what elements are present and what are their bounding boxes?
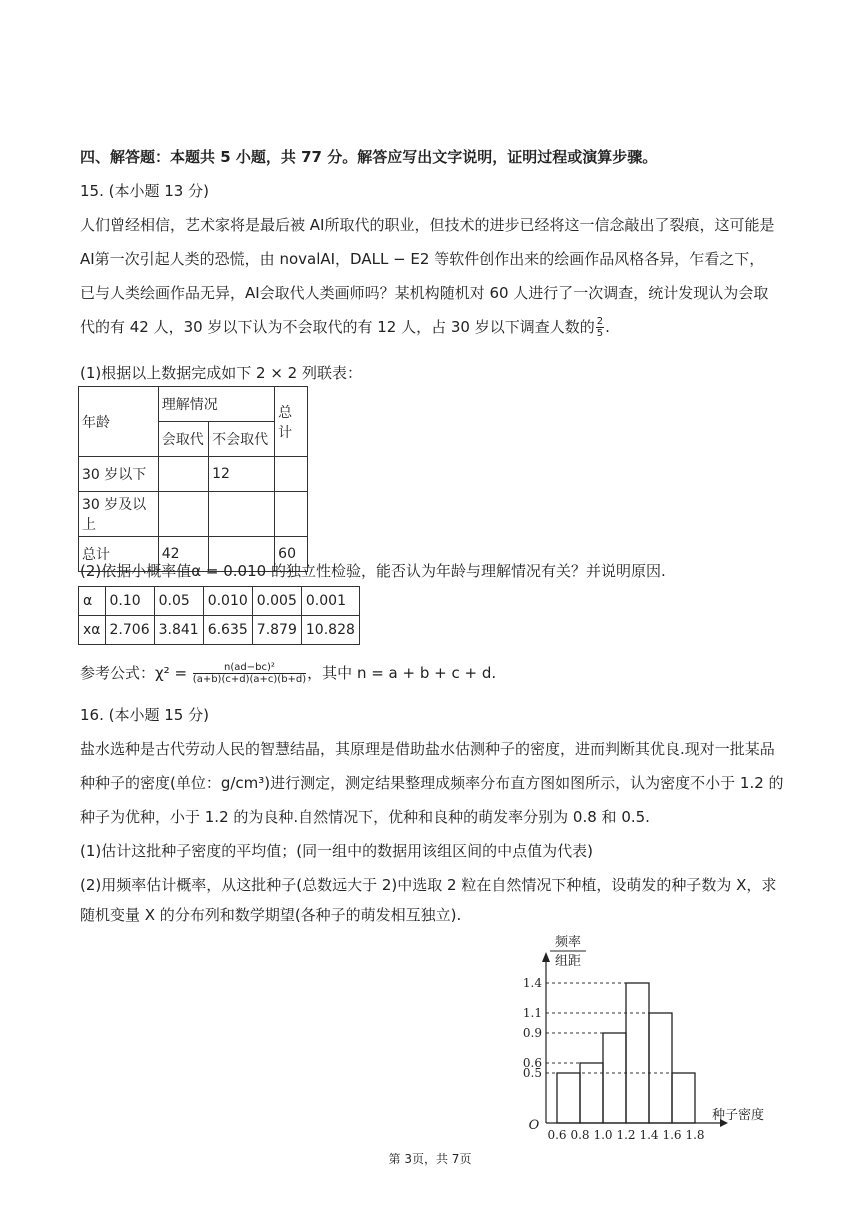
q15-part1: (1)根据以上数据完成如下 2 × 2 列联表： [80, 364, 362, 382]
y-tick-label: 0.5 [522, 1066, 542, 1080]
table-cell: 3.841 [154, 616, 203, 645]
y-tick-label: 1.1 [522, 1006, 542, 1020]
formula-fraction [193, 662, 306, 685]
x-tick-label: 1.6 [662, 1128, 682, 1142]
y-tick-label: 1.4 [522, 976, 542, 990]
q16-part2-line-2: 随机变量 X 的分布列和数学期望(各种子的萌发相互独立). [80, 906, 462, 924]
y-tick-label: 0.6 [522, 1056, 542, 1070]
header-will-replace: 会取代 [158, 422, 208, 457]
histogram-bar [603, 1033, 626, 1123]
table-cell: 10.828 [301, 616, 359, 645]
table-cell [158, 457, 208, 492]
table-cell: 0.005 [252, 587, 301, 616]
formula-numerator: n(ad−bc)² [193, 662, 306, 674]
header-understanding: 理解情况 [158, 387, 274, 422]
density-histogram [520, 930, 780, 1145]
y-axis-label-denominator: 组距 [554, 954, 582, 969]
histogram-bar [557, 1073, 580, 1123]
header-age: 年龄 [79, 387, 159, 457]
histogram-bar [626, 983, 649, 1123]
header-total: 总计 [275, 387, 308, 457]
x-tick-label: 0.8 [570, 1128, 590, 1142]
table-cell [158, 492, 208, 537]
histogram-bar [672, 1073, 695, 1123]
x-tick-label: 1.8 [685, 1128, 705, 1142]
q16-part1: (1)估计这批种子密度的平均值；(同一组中的数据用该组区间的中点值为代表) [80, 842, 593, 860]
table-cell [209, 492, 275, 537]
q15-number: 15. (本小题 13 分) [80, 182, 209, 200]
x-tick-label: 1.0 [593, 1128, 613, 1142]
formula-suffix: ，其中 n = a + b + c + d. [307, 664, 497, 682]
x-tick-label: 1.4 [639, 1128, 659, 1142]
table-cell: 7.879 [252, 616, 301, 645]
table-cell: 60 [275, 537, 308, 572]
critical-value-table [78, 586, 360, 645]
q15-para-line-2: AⅠ第一次引起人类的恐慌，由 novalAⅠ，DALL − E2 等软件创作出来的绘画作品风格各异，乍看之下， [80, 250, 765, 268]
table-cell: 30 岁及以上 [79, 492, 159, 537]
q15-fraction-den: 5 [596, 328, 604, 339]
table-cell [275, 492, 308, 537]
q15-end-punct: . [605, 318, 610, 336]
y-axis-label-numerator: 频率 [554, 935, 582, 950]
table-cell: 42 [158, 537, 208, 572]
formula-denominator: (a+b)(c+d)(a+c)(b+d) [192, 674, 307, 685]
q16-para-line-3: 种子为优种，小于 1.2 的为良种.自然情况下，优种和良种的萌发率分别为 0.8 和 0.5. [80, 808, 650, 826]
table-cell: α [79, 587, 106, 616]
q16-part2-line-1: (2)用频率估计概率，从这批种子(总数远大于 2)中选取 2 粒在自然情况下种植，设萌发的种子数为 X，求 [80, 876, 777, 894]
histogram-bar [649, 1013, 672, 1123]
q16-para-line-2: 种种子的密度(单位：g/cm³)进行测定，测定结果整理成频率分布直方图如图所示，认为密度不小于 1.2 的 [80, 774, 784, 792]
formula-prefix: 参考公式：χ² = [80, 664, 188, 682]
table-cell: 0.001 [301, 587, 359, 616]
contingency-table [78, 386, 308, 572]
header-wont-replace: 不会取代 [209, 422, 275, 457]
q15-para-line-4-text: 代的有 42 人，30 岁以下认为不会取代的有 12 人，占 30 岁以下调查人数的 [80, 318, 595, 336]
section-heading: 四、解答题：本题共 5 小题，共 77 分。解答应写出文字说明，证明过程或演算步骤。 [80, 148, 658, 166]
x-tick-label: 0.6 [547, 1128, 567, 1142]
table-cell: 2.706 [105, 616, 154, 645]
q15-para-line-1: 人们曾经相信，艺术家将是最后被 AⅠ所取代的职业，但技术的进步已经将这一信念敲出了裂痕，这可能是 [80, 216, 775, 234]
table-cell: 0.05 [154, 587, 203, 616]
q15-para-line-3: 已与人类绘画作品无异，AⅠ会取代人类画师吗？某机构随机对 60 人进行了一次调查，统计发现认为会取 [80, 284, 769, 302]
y-axis-arrow [542, 952, 550, 962]
y-tick-label: 0.9 [522, 1026, 542, 1040]
q15-fraction [596, 316, 604, 339]
table-cell: 12 [209, 457, 275, 492]
q16-number: 16. (本小题 15 分) [80, 706, 209, 724]
q15-para-line-4 [80, 316, 790, 339]
origin-label: O [528, 1118, 540, 1133]
table-cell [275, 457, 308, 492]
table-cell: 0.10 [105, 587, 154, 616]
x-tick-label: 1.2 [616, 1128, 636, 1142]
x-axis-label: 种子密度 [711, 1108, 764, 1123]
q16-para-line-1: 盐水选种是古代劳动人民的智慧结晶，其原理是借助盐水估测种子的密度，进而判断其优良.现对一批某品 [80, 740, 775, 758]
table-cell: 30 岁以下 [79, 457, 159, 492]
table-cell: 总计 [79, 537, 159, 572]
histogram-bar [580, 1063, 603, 1123]
page-footer: 第 3页，共 7页 [388, 1152, 472, 1166]
q15-part2: (2)依据小概率值α = 0.010 的独立性检验，能否认为年龄与理解情况有关？并说明原因. [80, 562, 666, 580]
reference-formula [80, 662, 790, 685]
q15-fraction-num: 2 [596, 316, 604, 327]
table-cell: 0.010 [203, 587, 252, 616]
table-cell: 6.635 [203, 616, 252, 645]
table-cell: xα [79, 616, 106, 645]
